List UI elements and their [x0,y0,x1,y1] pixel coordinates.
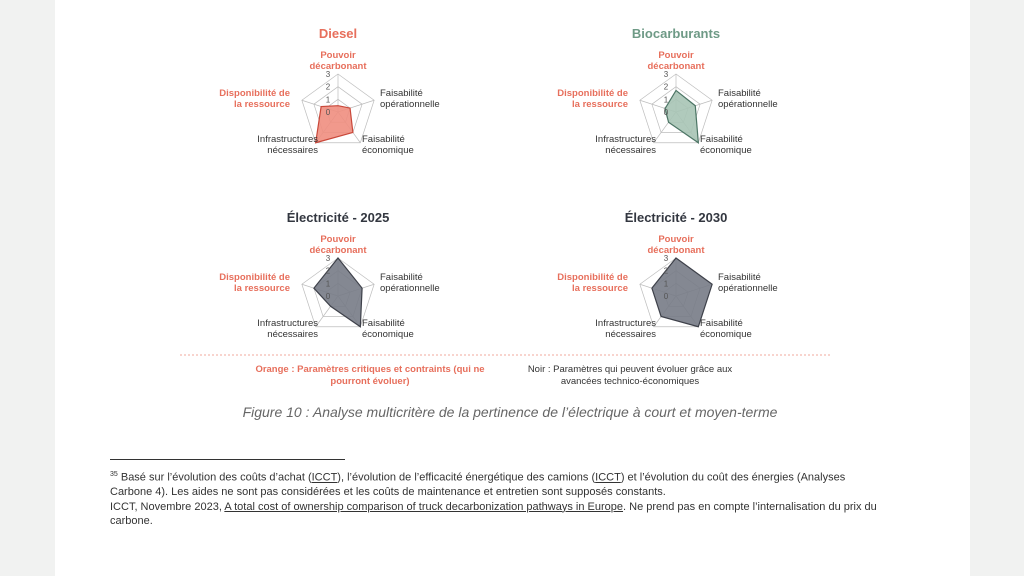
tick-label: 2 [663,82,669,92]
tick-label: 2 [325,82,331,92]
axis-label: Faisabilité économique [362,134,414,156]
tick-label: 1 [325,279,331,289]
axis-label: Disponibilité de la ressource [557,272,628,294]
footnote-text-2b: . Ne prend pas en compte l’internalisation du prix du carbone. [110,500,877,528]
tick-label: 2 [663,266,669,276]
footnote-rule [110,459,345,460]
axis-label: Faisabilité économique [362,318,414,340]
tick-label: 3 [325,70,331,79]
chart-title: Électricité - 2030 [624,210,728,225]
axis-label: Infrastructures nécessaires [257,134,318,156]
axis-label: Disponibilité de la ressource [219,88,290,110]
axis-label: Faisabilité opérationnelle [380,272,440,294]
footnote [110,468,890,529]
chart-title: Électricité - 2025 [286,210,390,225]
footnote-text-1c: ) et l’évolution du coût des énergies (Analyses Carbone 4). Les aides ne sont pas considérées et les coûts de maintenance et entretien sont supposés constants. [110,471,846,499]
footnote-link-tco-report[interactable]: A total cost of ownership comparison of truck decarbonization pathways in Europe [224,500,624,513]
axis-label: Faisabilité opérationnelle [380,88,440,110]
axis-label: Pouvoir décarbonant [309,234,367,256]
axis-label: Faisabilité économique [700,318,752,340]
tick-label: 0 [325,292,331,301]
legend-evolving-params: Noir : Paramètres qui peuvent évoluer grâce aux avancées technico-économiques [527,364,733,387]
tick-label: 0 [325,108,331,117]
axis-label: Infrastructures nécessaires [257,318,318,340]
footnote-text-1a: Basé sur l’évolution des coûts d’achat ( [117,471,312,484]
footnote-text-1b: ), l’évolution de l’efficacité énergétique des camions ( [337,471,596,484]
axis-label: Pouvoir décarbonant [647,234,705,256]
axis-label: Faisabilité économique [700,134,752,156]
footnote-paragraph-1 [110,468,890,500]
tick-label: 3 [663,254,669,263]
axis-label: Faisabilité opérationnelle [718,88,778,110]
tick-label: 1 [663,279,669,289]
data-area [665,90,698,142]
tick-label: 1 [663,95,669,105]
axis-label: Pouvoir décarbonant [309,50,367,72]
footnote-paragraph-2 [110,500,890,529]
radar-chart-1 [219,26,439,156]
radar-chart-4 [557,210,777,340]
tick-label: 0 [663,292,669,301]
footnote-text-2a: ICCT, Novembre 2023, [110,500,225,513]
tick-label: 0 [663,108,669,117]
tick-label: 2 [325,266,331,276]
axis-label: Disponibilité de la ressource [219,272,290,294]
chart-title: Diesel [318,26,358,41]
axis-label: Pouvoir décarbonant [647,50,705,72]
footnote-marker: 35 [110,471,118,478]
axis-label: Faisabilité opérationnelle [718,272,778,294]
figure-caption: Figure 10 : Analyse multicritère de la pertinence de l’électrique à court et moyen-terme [242,404,778,420]
axis-label: Infrastructures nécessaires [595,134,656,156]
tick-label: 3 [663,70,669,79]
axis-label: Disponibilité de la ressource [557,88,628,110]
tick-label: 3 [325,254,331,263]
data-area [652,258,712,327]
footnote-link-icct-1[interactable]: ICCT [311,471,338,484]
footnote-link-icct-2[interactable]: ICCT [595,471,621,484]
axis-label: Infrastructures nécessaires [595,318,656,340]
tick-label: 1 [325,95,331,105]
radar-chart-2 [557,26,777,156]
data-area [316,106,353,143]
legend-critical-params: Orange : Paramètres critiques et contraints (qui ne pourront évoluer) [255,364,485,387]
radar-chart-3 [219,210,439,340]
chart-title: Biocarburants [631,26,721,41]
